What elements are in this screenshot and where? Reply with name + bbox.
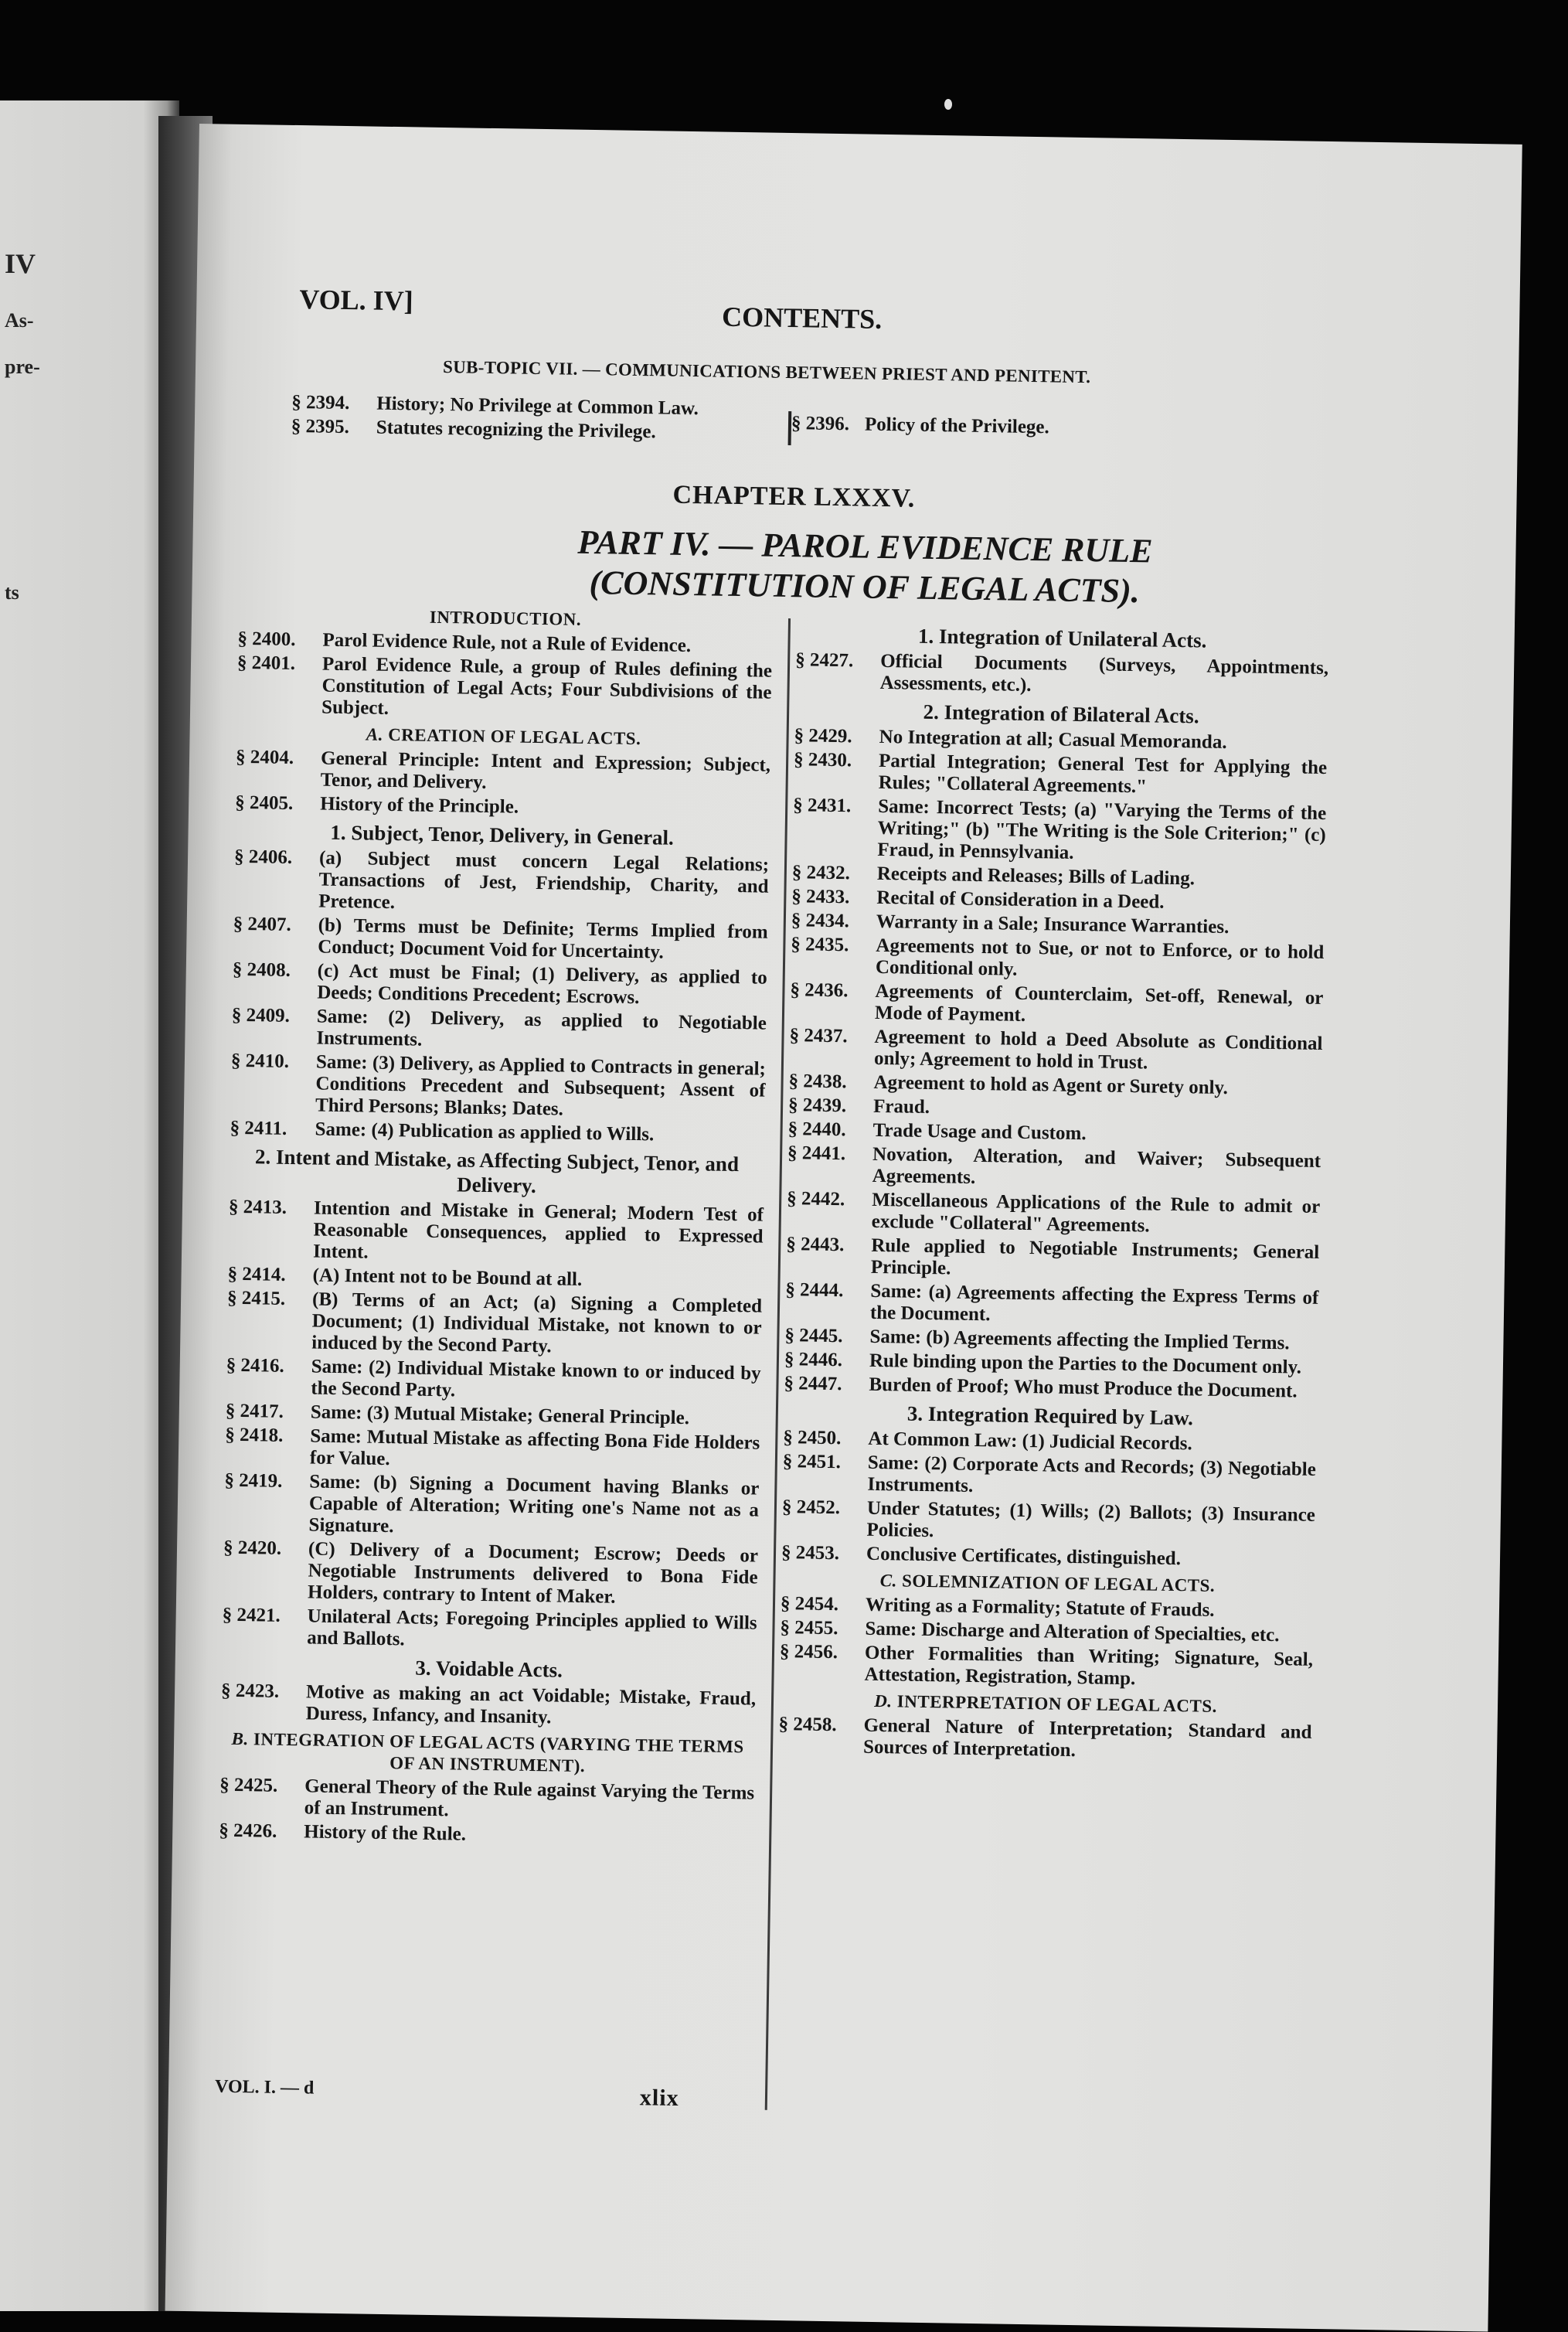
contents-page bbox=[165, 124, 1522, 2332]
toc-entry bbox=[790, 979, 1324, 1031]
section-number: § 2438. bbox=[788, 1071, 847, 1093]
section-number: § 2429. bbox=[794, 725, 852, 747]
section-title: Same: (2) Delivery, as applied to Negotiable Instruments. bbox=[316, 1006, 767, 1050]
toc-entry bbox=[781, 1496, 1315, 1548]
section-number: § 2437. bbox=[789, 1025, 848, 1047]
toc-entry bbox=[785, 1279, 1319, 1331]
section-number: § 2432. bbox=[791, 862, 851, 884]
toc-entry bbox=[226, 1288, 762, 1361]
section-title: Rule applied to Negotiable Instruments; General Principle. bbox=[870, 1234, 1320, 1279]
section-number: § 2411. bbox=[230, 1117, 287, 1139]
toc-entry bbox=[233, 914, 768, 965]
section-number: § 2444. bbox=[785, 1279, 844, 1302]
section-title: Under Statutes; (1) Wills; (2) Ballots; (3) Insurance Policies. bbox=[866, 1497, 1316, 1542]
section-title: Statutes recognizing the Privilege. bbox=[376, 417, 656, 443]
section-letter: C. bbox=[879, 1571, 898, 1591]
left-page-fragment: IV bbox=[5, 248, 36, 279]
left-facing-page bbox=[0, 100, 179, 2311]
toc-entry bbox=[222, 1605, 757, 1656]
toc-entry bbox=[232, 959, 767, 1011]
toc-entry bbox=[291, 416, 786, 445]
section-title: (C) Delivery of a Document; Escrow; Deeds or Negotiable Instruments delivered to Bona Fide Holders, contrary to Intent of Maker. bbox=[307, 1538, 759, 1608]
section-title: Same: (2) Corporate Acts and Records; (3) Negotiable Instruments. bbox=[867, 1452, 1317, 1496]
introduction-heading: INTRODUCTION. bbox=[429, 607, 582, 629]
section-title: Same: (3) Mutual Mistake; General Principle. bbox=[310, 1401, 690, 1429]
section-heading-title: CREATION OF LEGAL ACTS. bbox=[387, 724, 641, 749]
section-title: Unilateral Acts; Foregoing Principles applied to Wills and Ballots. bbox=[307, 1605, 757, 1650]
subsection-heading: 1. Integration of Unilateral Acts. bbox=[917, 624, 1207, 652]
toc-entry bbox=[233, 846, 769, 920]
section-title: Parol Evidence Rule, a group of Rules defining the Constitution of Legal Acts; Four Subdivisions of the Subject. bbox=[321, 653, 773, 719]
section-title: Intention and Mistake in General; Modern Test of Reasonable Consequences, applied to Expressed Intent. bbox=[312, 1197, 764, 1263]
section-number: § 2441. bbox=[787, 1142, 846, 1165]
toc-entry bbox=[223, 1537, 758, 1611]
page-number: xlix bbox=[639, 2085, 679, 2112]
section-number: § 2425. bbox=[219, 1774, 278, 1796]
section-title: Same: Discharge and Alteration of Specialties, etc. bbox=[865, 1618, 1280, 1646]
subtopic-right-list bbox=[791, 413, 1116, 442]
part-title-line: (CONSTITUTION OF LEGAL ACTS). bbox=[589, 563, 1141, 611]
section-number: § 2423. bbox=[220, 1680, 280, 1702]
toc-entry bbox=[782, 1451, 1316, 1503]
section-title: Conclusive Certificates, distinguished. bbox=[866, 1543, 1182, 1570]
left-page-fragment: pre- bbox=[5, 356, 40, 378]
section-heading-title: SOLEMNIZATION OF LEGAL ACTS. bbox=[901, 1571, 1216, 1595]
section-number: § 2407. bbox=[233, 913, 291, 935]
section-number: § 2415. bbox=[226, 1287, 286, 1309]
toc-entry bbox=[236, 652, 772, 726]
section-number: § 2439. bbox=[787, 1095, 847, 1117]
section-number: § 2450. bbox=[783, 1427, 842, 1449]
section-number: § 2416. bbox=[226, 1354, 284, 1377]
toc-entry bbox=[787, 1188, 1321, 1240]
section-title: Policy of the Privilege. bbox=[864, 414, 1049, 438]
toc-entry bbox=[791, 934, 1325, 986]
section-title: Official Documents (Surveys, Appointments, Assessments, etc.). bbox=[879, 650, 1329, 696]
section-number: § 2452. bbox=[781, 1496, 841, 1519]
section-title: Same: (2) Individual Mistake known to or induced by the Second Party. bbox=[311, 1356, 761, 1401]
subsection-heading: 3. Integration Required by Law. bbox=[906, 1401, 1194, 1430]
toc-entry bbox=[787, 1142, 1321, 1194]
toc-entry bbox=[789, 1025, 1323, 1077]
section-number: § 2431. bbox=[793, 795, 852, 817]
section-title: Agreements of Counterclaim, Set-off, Renewal, or Mode of Payment. bbox=[874, 980, 1324, 1026]
section-title: (A) Intent not to be Bound at all. bbox=[312, 1265, 583, 1290]
section-number: § 2421. bbox=[222, 1604, 281, 1626]
section-title: Same: (b) Signing a Document having Blanks or Capable of Alteration; Writing one's Name not as a Signature. bbox=[308, 1471, 760, 1537]
toc-entry bbox=[230, 1050, 766, 1124]
section-number: § 2454. bbox=[780, 1593, 839, 1615]
left-page-fragment: As- bbox=[5, 309, 34, 332]
section-title: Agreement to hold as Agent or Surety only. bbox=[873, 1071, 1229, 1099]
left-page-fragment: ts bbox=[5, 581, 19, 604]
section-title: At Common Law: (1) Judicial Records. bbox=[868, 1428, 1192, 1455]
section-number: § 2417. bbox=[225, 1400, 284, 1422]
section-title: No Integration at all; Casual Memoranda. bbox=[879, 726, 1227, 753]
section-number: § 2418. bbox=[225, 1424, 284, 1446]
section-number: § 2426. bbox=[219, 1820, 277, 1842]
section-number: § 2443. bbox=[786, 1234, 845, 1256]
section-heading-title: INTEGRATION OF LEGAL ACTS (VARYING THE TERMS OF AN INSTRUMENT). bbox=[253, 1729, 744, 1776]
section-title: Same: (4) Publication as applied to Wills. bbox=[315, 1118, 655, 1146]
toc-entry bbox=[225, 1425, 760, 1476]
subsection-heading: 3. Voidable Acts. bbox=[415, 1656, 563, 1682]
section-number: § 2451. bbox=[782, 1451, 842, 1473]
section-number: § 2395. bbox=[291, 415, 350, 438]
section-number: § 2394. bbox=[291, 391, 350, 414]
section-number: § 2396. bbox=[791, 413, 850, 435]
toc-entry bbox=[228, 1197, 764, 1270]
section-number: § 2436. bbox=[790, 979, 849, 1002]
section-title: Receipts and Releases; Bills of Lading. bbox=[876, 863, 1196, 890]
toc-entry bbox=[219, 1775, 755, 1826]
section-number: § 2409. bbox=[231, 1004, 291, 1026]
subtopic-title: SUB-TOPIC VII. — COMMUNICATIONS BETWEEN PRIEST AND PENITENT. bbox=[442, 356, 1091, 387]
toc-entry bbox=[794, 749, 1328, 801]
section-title: Parol Evidence Rule, not a Rule of Evidence. bbox=[322, 629, 692, 657]
section-title: Writing as a Formality; Statute of Frauds. bbox=[865, 1594, 1215, 1621]
toc-entry bbox=[235, 747, 770, 798]
section-title: Agreements not to Sue, or not to Enforce, or to hold Conditional only. bbox=[875, 935, 1325, 980]
toc-entry bbox=[791, 413, 1116, 440]
section-number: § 2447. bbox=[784, 1373, 842, 1395]
subsection-heading: 1. Subject, Tenor, Delivery, in General. bbox=[330, 820, 675, 849]
section-title: Same: Mutual Mistake as affecting Bona Fide Holders for Value. bbox=[309, 1425, 760, 1470]
section-number: § 2405. bbox=[234, 792, 294, 815]
toc-entry bbox=[786, 1234, 1320, 1285]
section-number: § 2434. bbox=[791, 910, 850, 932]
scan-speck bbox=[944, 99, 952, 110]
section-letter: D. bbox=[873, 1690, 893, 1711]
section-title: Novation, Alteration, and Waiver; Subsequent Agreements. bbox=[872, 1143, 1321, 1188]
section-number: § 2442. bbox=[787, 1188, 845, 1210]
toc-entry bbox=[792, 795, 1326, 868]
section-title: Burden of Proof; Who must Produce the Document. bbox=[869, 1374, 1298, 1402]
section-title: Partial Integration; General Test for Applying the Rules; "Collateral Agreements." bbox=[878, 750, 1328, 798]
section-title: Recital of Consideration in a Deed. bbox=[876, 887, 1165, 913]
section-number: § 2406. bbox=[233, 846, 293, 869]
chapter-heading: CHAPTER LXXXV. bbox=[672, 480, 916, 513]
signature-mark: VOL. I. — d bbox=[214, 2076, 315, 2099]
section-number: § 2401. bbox=[236, 652, 296, 675]
section-number: § 2430. bbox=[793, 749, 852, 771]
section-number: § 2400. bbox=[237, 628, 296, 651]
section-letter: B. bbox=[231, 1728, 249, 1749]
toc-entry bbox=[231, 1005, 767, 1057]
section-number: § 2456. bbox=[779, 1641, 838, 1663]
subsection-heading: 2. Intent and Mistake, as Affecting Subject, Tenor, and Delivery. bbox=[254, 1145, 740, 1198]
toc-entry bbox=[220, 1680, 756, 1732]
subtopic-left-list bbox=[291, 392, 787, 448]
section-title: (B) Terms of an Act; (a) Signing a Completed Document; (1) Individual Mistake, not known to or induced by the Second Party. bbox=[311, 1289, 763, 1357]
page-title: CONTENTS. bbox=[721, 301, 883, 335]
intro-list bbox=[236, 628, 773, 726]
section-number: § 2427. bbox=[794, 649, 854, 672]
volume-header: VOL. IV] bbox=[299, 284, 414, 317]
toc-entry bbox=[778, 1714, 1312, 1765]
section-title: History of the Principle. bbox=[319, 793, 519, 818]
section-number: § 2413. bbox=[228, 1196, 287, 1218]
section-number: § 2419. bbox=[224, 1469, 283, 1492]
section-title: General Principle: Intent and Expression; Subject, Tenor, and Delivery. bbox=[320, 747, 771, 793]
section-title: Motive as making an act Voidable; Mistake, Fraud, Duress, Infancy, and Insanity. bbox=[305, 1681, 757, 1728]
part-title-line: PART IV. — PAROL EVIDENCE RULE bbox=[577, 523, 1153, 570]
section-title: (b) Terms must be Definite; Terms Implied from Conduct; Document Void for Uncertainty. bbox=[318, 914, 768, 963]
section-number: § 2414. bbox=[227, 1263, 286, 1285]
section-title: Trade Usage and Custom. bbox=[872, 1119, 1087, 1145]
left-column bbox=[219, 604, 773, 1853]
toc-entry bbox=[226, 1355, 761, 1407]
section-title: History; No Privilege at Common Law. bbox=[376, 393, 699, 420]
section-title: General Theory of the Rule against Varying the Terms of an Instrument. bbox=[304, 1775, 755, 1821]
section-title: General Nature of Interpretation; Standard and Sources of Interpretation. bbox=[862, 1714, 1312, 1762]
section-letter: A. bbox=[366, 724, 384, 744]
section-number: § 2408. bbox=[232, 958, 291, 981]
section-title: Fraud. bbox=[872, 1095, 930, 1118]
section-title: Same: Incorrect Tests; (a) "Varying the Terms of the Writing;" (b) "The Writing is the Sole Criterion;" (c) Fraud, in Pennsylvania. bbox=[877, 795, 1327, 863]
section-title: Agreement to hold a Deed Absolute as Conditional only; Agreement to hold in Trust. bbox=[873, 1026, 1323, 1074]
section-title: Rule binding upon the Parties to the Document only. bbox=[869, 1350, 1302, 1378]
toc-entry bbox=[795, 649, 1329, 701]
section-heading-title: INTERPRETATION OF LEGAL ACTS. bbox=[896, 1691, 1218, 1716]
section-title: (c) Act must be Final; (1) Delivery, as applied to Deeds; Conditions Precedent; Escrows. bbox=[317, 960, 767, 1009]
section-number: § 2445. bbox=[784, 1325, 843, 1347]
section-title: History of the Rule. bbox=[304, 1821, 467, 1845]
section-title: Same: (a) Agreements affecting the Express Terms of the Document. bbox=[869, 1280, 1319, 1326]
section-title: Other Formalities than Writing; Signature, Seal, Attestation, Registration, Stamp. bbox=[864, 1642, 1314, 1690]
section-number: § 2440. bbox=[787, 1118, 846, 1141]
section-number: § 2404. bbox=[235, 746, 294, 769]
section-title: (a) Subject must concern Legal Relations; Transactions of Jest, Friendship, Charity, and Pretence. bbox=[318, 847, 770, 914]
section-number: § 2435. bbox=[791, 934, 849, 956]
section-title: Same: (3) Delivery, as Applied to Contracts in general; Conditions Precedent and Subsequent; Assent of Third Persons; Blanks; Dates. bbox=[315, 1051, 767, 1120]
section-number: § 2420. bbox=[223, 1537, 282, 1559]
section-number: § 2458. bbox=[778, 1714, 837, 1736]
section-number: § 2446. bbox=[784, 1349, 843, 1371]
section-number: § 2410. bbox=[230, 1050, 290, 1072]
section-title: Warranty in a Sale; Insurance Warranties. bbox=[876, 911, 1230, 938]
right-column bbox=[778, 617, 1329, 1768]
section-number: § 2453. bbox=[781, 1542, 840, 1564]
part-title bbox=[478, 521, 1252, 614]
section-number: § 2433. bbox=[791, 886, 850, 908]
section-title: Miscellaneous Applications of the Rule to admit or exclude "Collateral" Agreements. bbox=[871, 1189, 1321, 1237]
section-b-heading bbox=[220, 1728, 756, 1780]
toc-entry bbox=[223, 1470, 759, 1544]
subsection-heading: 2. Integration of Bilateral Acts. bbox=[923, 700, 1199, 728]
section-title: Same: (b) Agreements affecting the Implied Terms. bbox=[869, 1326, 1290, 1354]
section-number: § 2455. bbox=[780, 1617, 838, 1639]
toc-entry bbox=[779, 1641, 1313, 1693]
